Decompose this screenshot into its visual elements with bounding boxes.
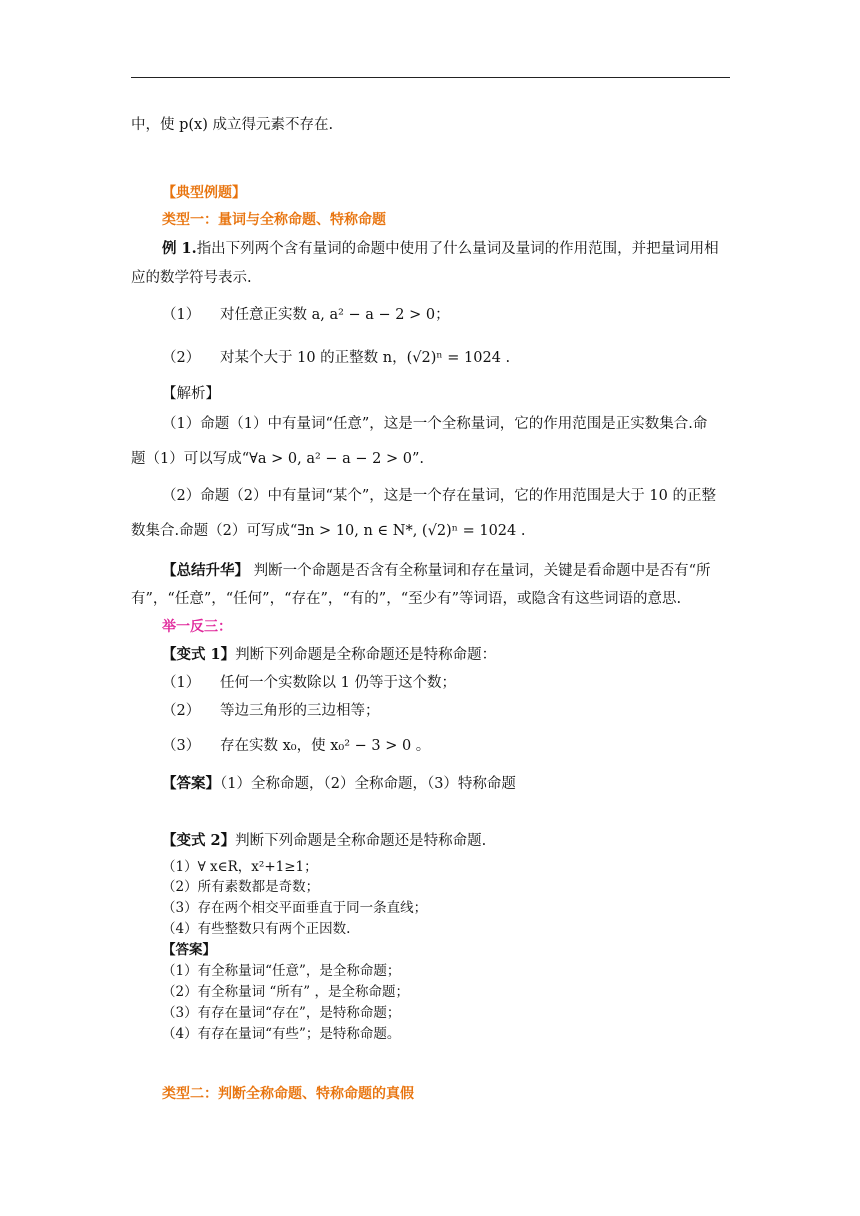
analysis-1a: （1）命题（1）中有量词“任意”，这是一个全称量词，它的作用范围是正实数集合.命 (162, 416, 708, 432)
variant2-answer4: （4）有存在量词“有些”；是特称命题。 (162, 1026, 401, 1042)
item-text: 对任意正实数 a, a² − a − 2 > 0； (220, 307, 450, 323)
variant2-line (162, 831, 486, 851)
item-text: 对某个大于 10 的正整数 n，(√2)ⁿ = 1024 . (220, 350, 511, 366)
example1-text: 指出下列两个含有量词的命题中使用了什么量词及量词的作用范围，并把量词用相 (196, 241, 719, 257)
example1-label: 例 1. (162, 240, 197, 257)
item-number: （2） (162, 703, 201, 719)
item-number: （1） (162, 675, 201, 691)
example1-item2 (162, 348, 510, 368)
variant2-answer2: （2）有全称量词 “所有” ，是全称命题； (162, 984, 409, 1000)
variant2-item2: （2）所有素数都是奇数； (162, 879, 320, 895)
variant2-item3: （3）存在两个相交平面垂直于同一条直线； (162, 900, 428, 916)
variant1-line (162, 645, 496, 665)
summary-text: 判断一个命题是否含有全称量词和存在量词，关键是看命题中是否有“所 (249, 563, 711, 579)
answer-label: 【答案】 (162, 775, 220, 792)
variant2-label: 【变式 2】 (162, 832, 236, 849)
summary-line (162, 561, 711, 581)
item-number: （2） (162, 350, 201, 366)
analysis-label: 【解析】 (162, 386, 220, 402)
example1-text-cont: 应的数学符号表示. (131, 270, 252, 286)
example1-line (162, 239, 719, 259)
variant1-item1 (162, 673, 456, 693)
practice-heading: 举一反三： (162, 619, 232, 635)
item-number: （1） (162, 307, 201, 323)
example1-item1 (162, 305, 450, 325)
type1-heading: 类型一：量词与全称命题、特称命题 (162, 212, 386, 228)
variant2-answer3: （3）有存在量词“存在”，是特称命题； (162, 1005, 401, 1021)
header-rule (131, 77, 730, 78)
variant2-answer-label: 【答案】 (162, 942, 216, 958)
item-text: 任何一个实数除以 1 仍等于这个数； (220, 675, 456, 691)
type2-heading: 类型二：判断全称命题、特称命题的真假 (162, 1086, 414, 1102)
summary-label: 【总结升华】 (162, 562, 249, 579)
item-text: 存在实数 x₀，使 x₀² − 3 > 0 。 (220, 738, 431, 754)
intro-line: 中，使 p(x) 成立得元素不存在. (131, 117, 334, 133)
variant1-answer (162, 774, 516, 794)
variant1-item2 (162, 701, 380, 721)
variant1-item3 (162, 736, 430, 756)
item-text: 等边三角形的三边相等； (220, 703, 380, 719)
item-number: （3） (162, 738, 201, 754)
variant2-text: 判断下列命题是全称命题还是特称命题. (235, 833, 487, 849)
variant2-answer1: （1）有全称量词“任意”，是全称命题； (162, 963, 401, 979)
summary-text-cont: 有”，“任意”，“任何”，“存在”，“有的”，“至少有”等词语，或隐含有这些词语的意思. (131, 591, 682, 607)
variant2-item4: （4）有些整数只有两个正因数. (162, 921, 351, 937)
variant2-item1: （1）∀ x∈R，x²+1≥1； (162, 859, 318, 875)
answer-text: （1）全称命题，（2）全称命题，（3）特称命题 (220, 776, 516, 792)
variant1-text: 判断下列命题是全称命题还是特称命题： (235, 647, 497, 663)
section-title: 【典型例题】 (162, 185, 246, 201)
variant1-label: 【变式 1】 (162, 646, 236, 663)
analysis-1b: 题（1）可以写成“∀a > 0, a² − a − 2 > 0”. (131, 451, 425, 467)
analysis-2b: 数集合.命题（2）可写成“∃n > 10, n ∈ N*, (√2)ⁿ = 1024 . (131, 523, 526, 539)
analysis-2a: （2）命题（2）中有量词“某个”，这是一个存在量词，它的作用范围是大于 10 的正整 (162, 488, 716, 504)
